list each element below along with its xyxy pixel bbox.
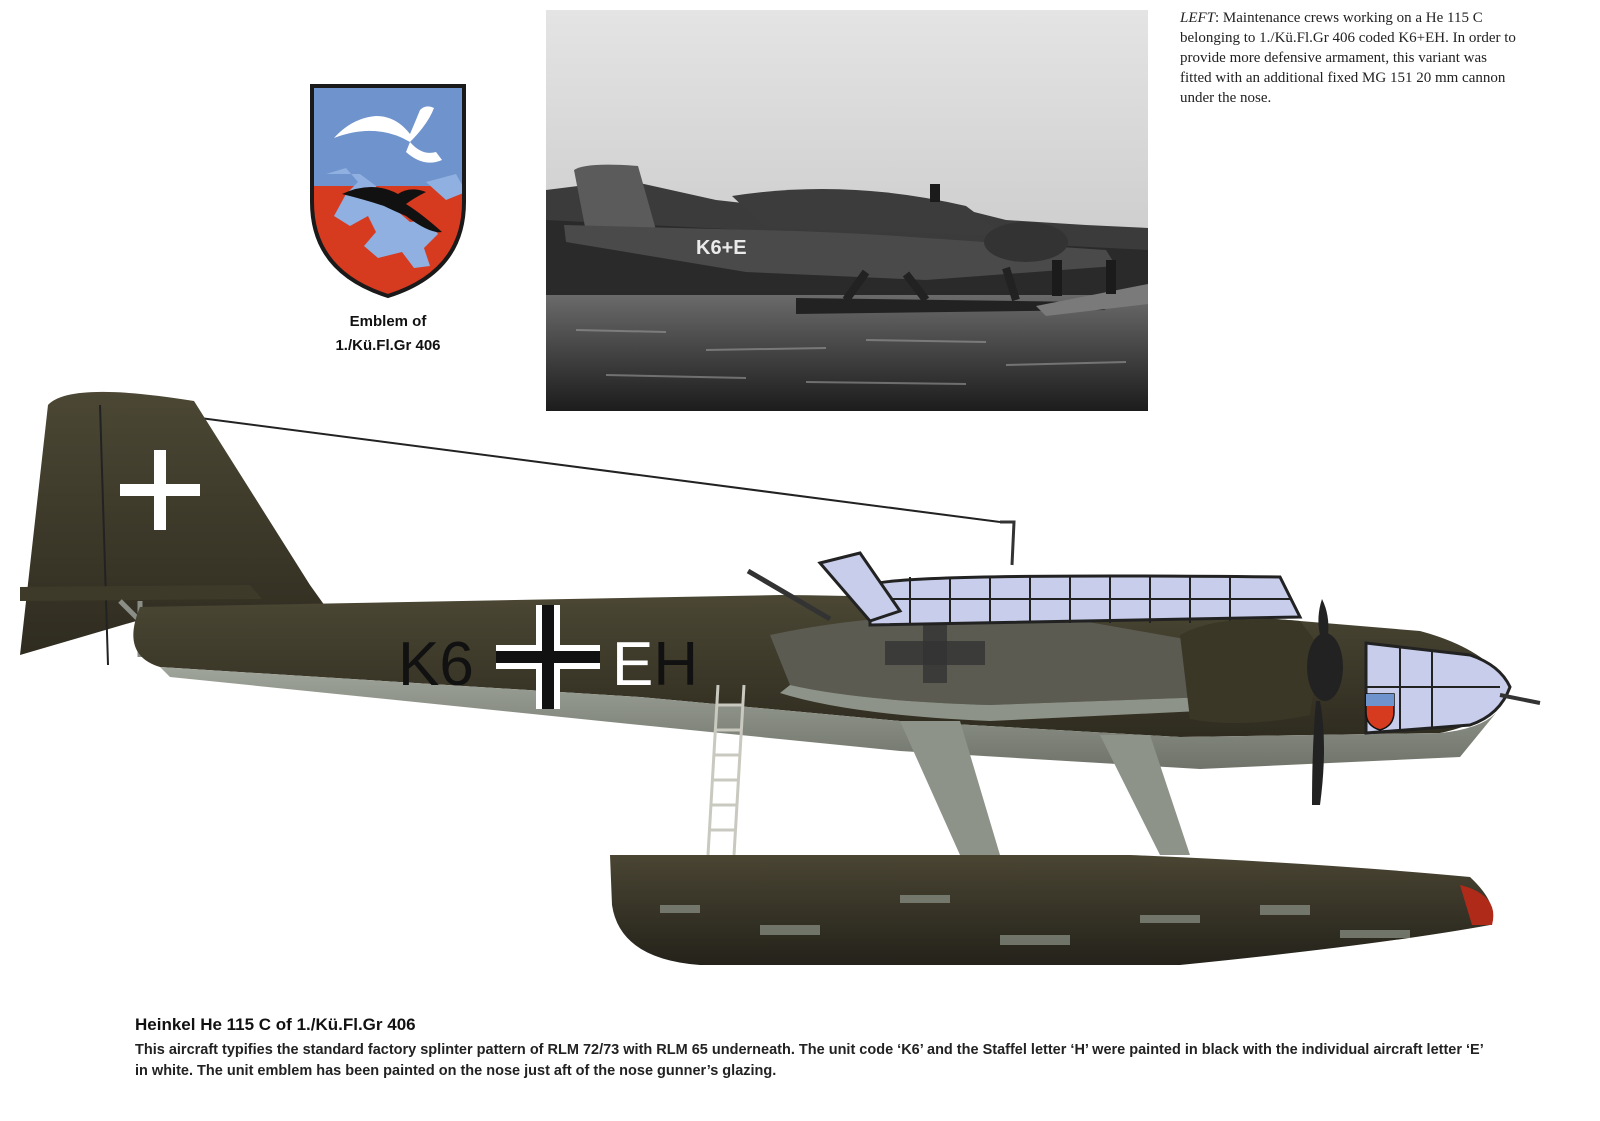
seaplane-photo-image bbox=[546, 10, 1148, 411]
fuselage-letter-staffel: H bbox=[653, 630, 699, 699]
photo-caption bbox=[1180, 8, 1520, 108]
emblem-caption-line2: 1./Kü.Fl.Gr 406 bbox=[335, 337, 441, 354]
fuselage-letter-individual: E bbox=[612, 630, 654, 699]
emblem-shield-icon bbox=[306, 82, 470, 302]
emblem-caption bbox=[288, 310, 488, 358]
plate-title: Heinkel He 115 C of 1./Kü.Fl.Gr 406 bbox=[135, 1015, 416, 1034]
fuselage-code-right bbox=[612, 630, 698, 699]
emblem-caption-line1: Emblem of bbox=[349, 313, 427, 330]
photo-fuselage-code: K6+E bbox=[696, 237, 747, 259]
he115-profile-image bbox=[0, 385, 1600, 1005]
fuselage-code-left: K6 bbox=[398, 630, 474, 699]
photo-caption-text: : Maintenance crews working on a He 115 C belonging to 1./Kü.Fl.Gr 406 coded K6+EH. In order to provide more defensive armament, this variant was fitted with an additional fixed MG 151 20 mm cannon under the nose. bbox=[1180, 10, 1516, 106]
aircraft-profile bbox=[0, 385, 1600, 1005]
archive-photo bbox=[546, 10, 1148, 411]
photo-caption-lead: LEFT bbox=[1180, 10, 1216, 26]
plate-description: This aircraft typifies the standard factory splinter pattern of RLM 72/73 with RLM 65 underneath. The unit code ‘K6’ and the Staffel letter ‘H’ were painted in black with the individual aircraft letter ‘E’ in white. The unit emblem has been painted on the nose just aft of the nose gunner’s glazing. bbox=[135, 1042, 1483, 1079]
unit-emblem bbox=[306, 82, 470, 302]
nose-emblem-icon bbox=[1366, 694, 1394, 730]
